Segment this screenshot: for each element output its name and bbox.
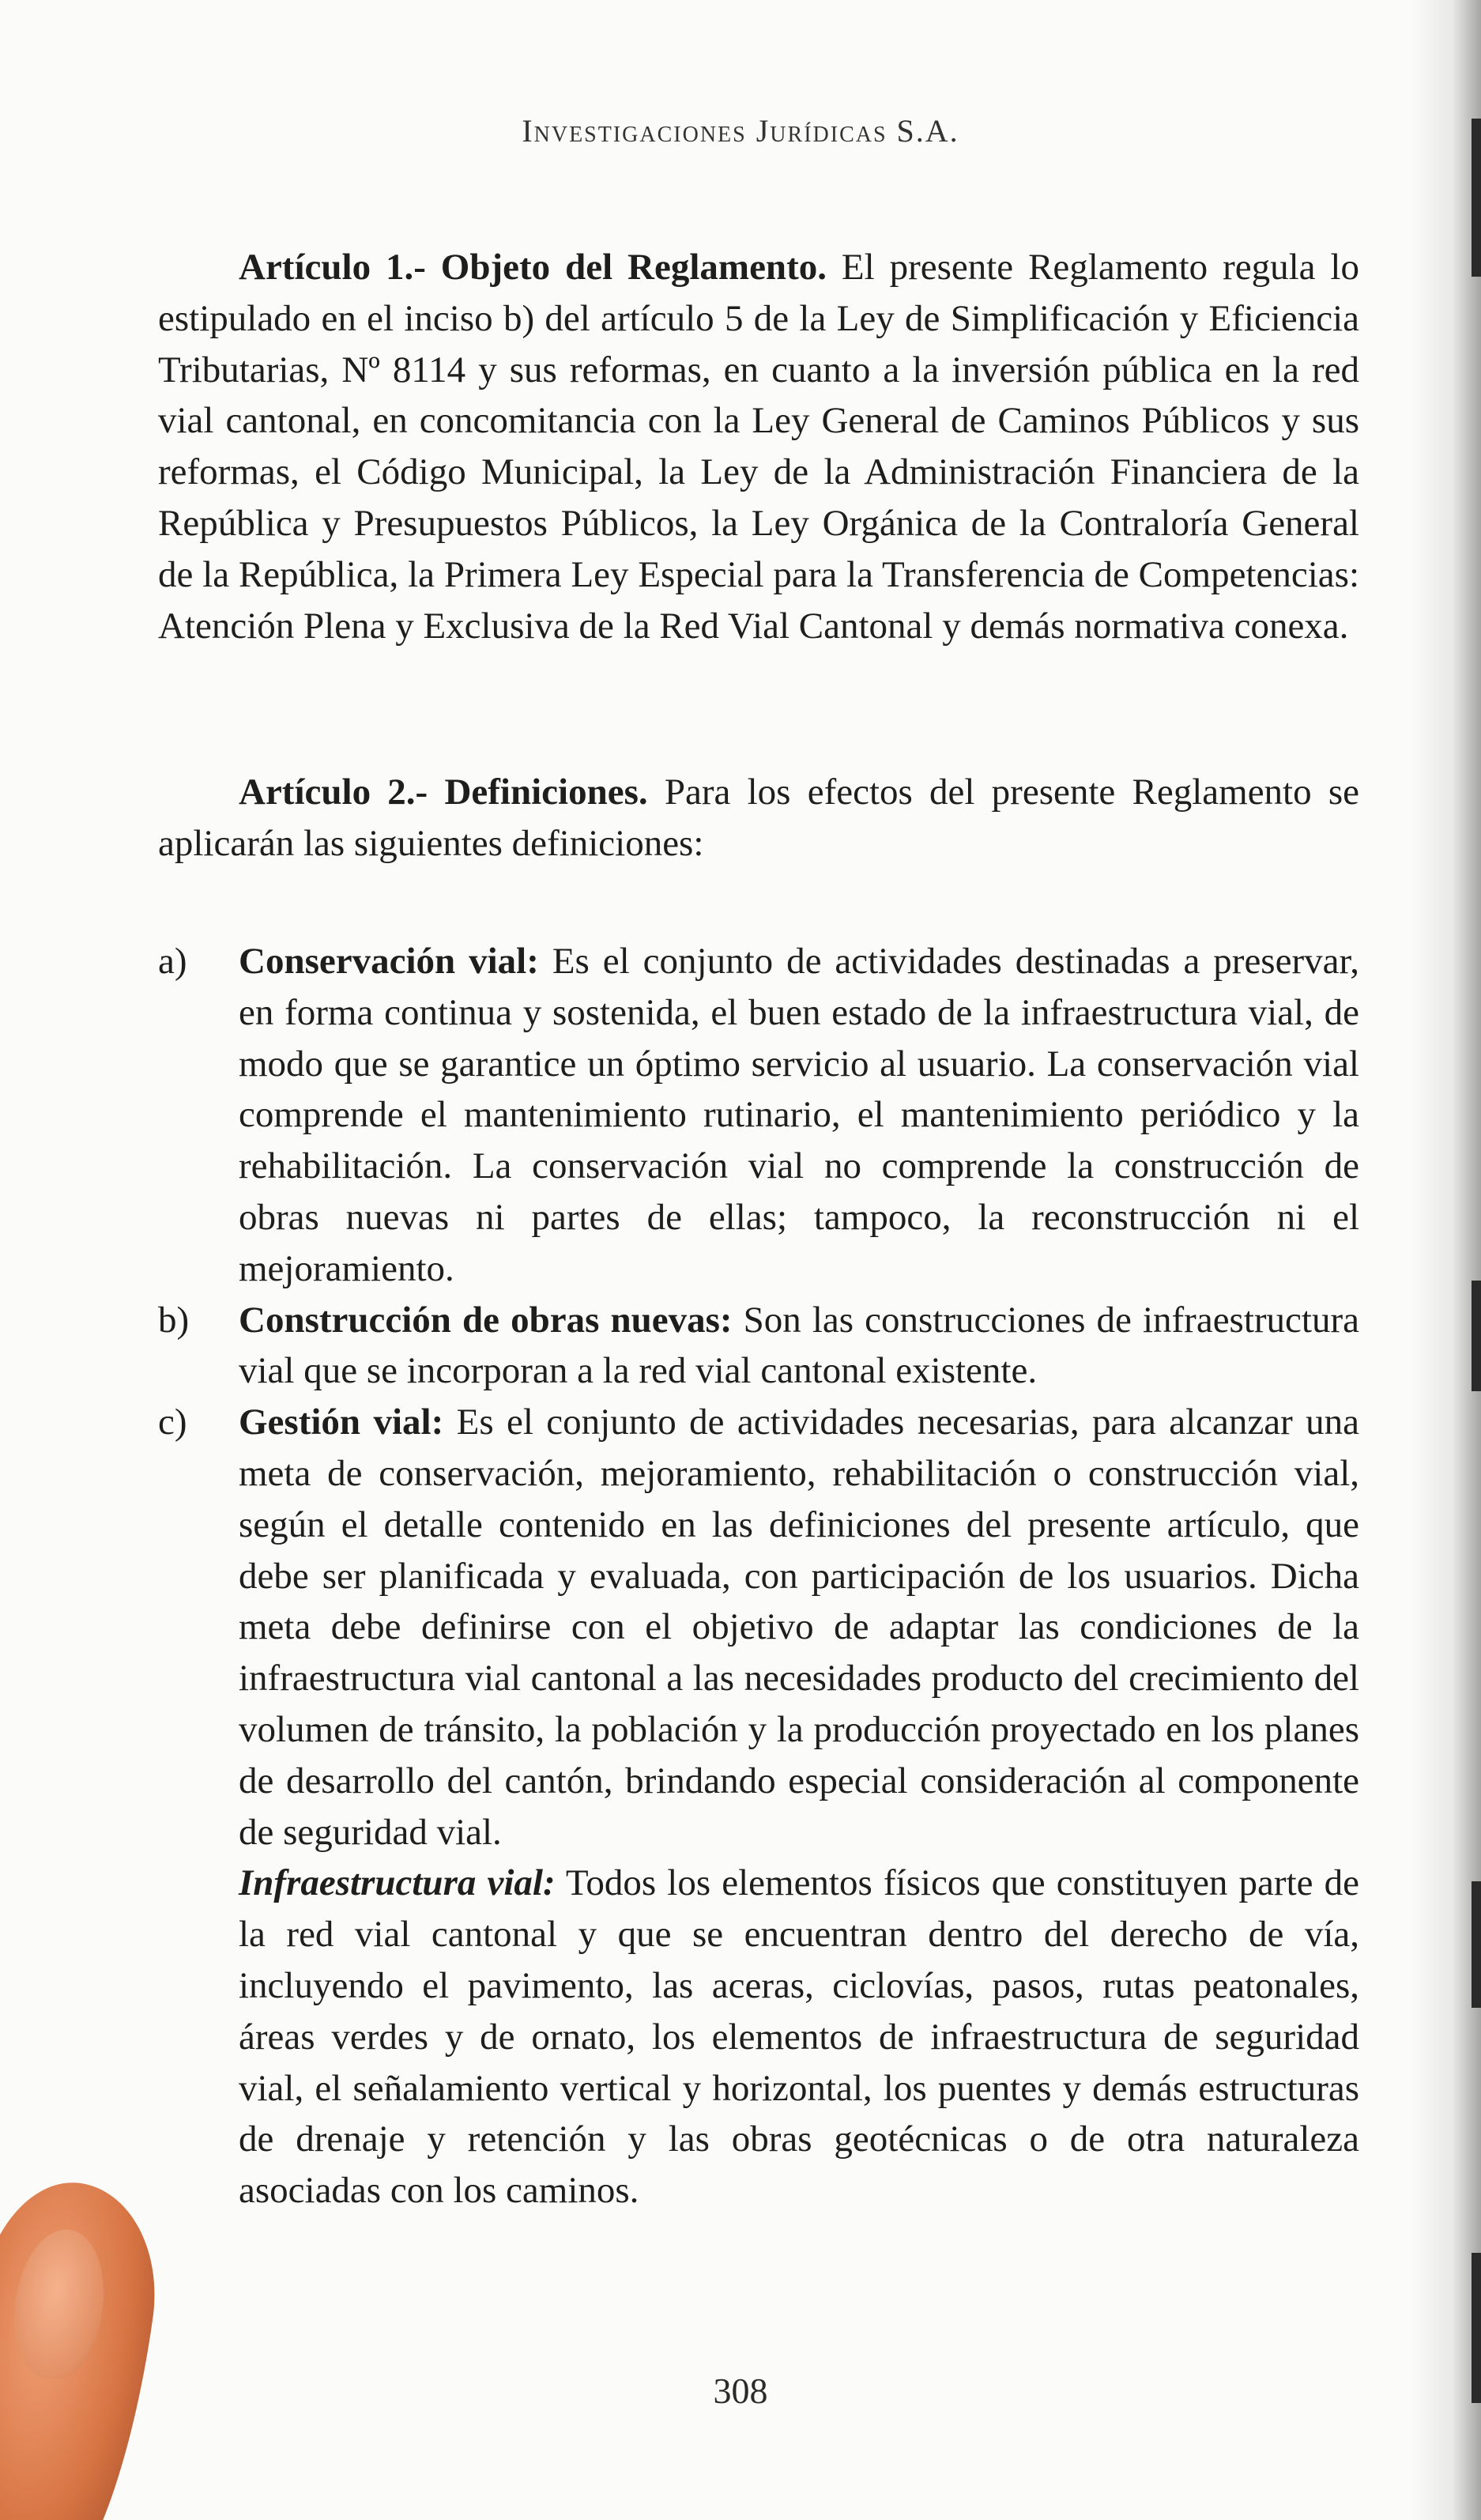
article-2-heading: Artículo 2.- Definiciones. [239,771,648,813]
article-1 [158,242,1359,651]
definition-text: Son las construcciones de infraestructura vial que se incorporan a la red vial cantonal existente. [239,1299,1359,1392]
article-2-body: Para los efectos del presente Reglamento se aplicarán las siguientes definiciones: [158,771,1360,864]
definition-term: Gestión vial: [239,1401,444,1443]
definition-text: Es el conjunto de actividades destinadas a preservar, en forma continua y sostenida, el buen estado de la infraestructura vial, de modo que se garantice un óptimo servicio al usuario. La conservación vial comprende el mantenimiento rutinario, el mantenimiento periódico y la rehabilitación. La conservación vial no comprende la construcción de obras nuevas ni partes de ellas; tampoco, la reconstrucción ni el mejoramiento. [239,941,1359,1289]
page-number: 308 [713,2371,768,2411]
definition-item [158,1295,1359,1398]
definition-subparagraph [158,1858,1359,2216]
definition-term-italic: Infraestructura vial: [239,1862,556,1904]
definition-term: Conservación vial: [239,941,539,982]
page-edge-mark [1472,1881,1481,2008]
article-2-paragraph [158,767,1359,870]
definition-text: Es el conjunto de actividades necesarias, para alcanzar una meta de conservación, mejoramiento, rehabilitación o construcción vial, según el detalle contenido en las definiciones del presente artículo, que debe ser planificada y evaluada, con participación de los usuarios. Dicha meta debe definirse con el objetivo de adaptar las condiciones de la infraestructura vial cantonal a las necesidades producto del crecimiento del volumen de tránsito, la población y la producción proyectado en los planes de desarrollo del cantón, brindando especial consideración al componente de seguridad vial. [239,1401,1359,1853]
definition-text: Todos los elementos físicos que constituyen parte de la red vial cantonal y que se encuentran dentro del derecho de vía, incluyendo el pavimento, las aceras, ciclovías, pasos, rutas peatonales, áreas verdes y de ornato, los elementos de infraestructura de seguridad vial, el señalamiento vertical y horizontal, los puentes y demás estructuras de drenaje y retención y las obras geotécnicas o de otra naturaleza asociadas con los caminos. [239,1862,1359,2212]
definition-letter: c) [158,1401,187,1443]
article-2 [158,767,1359,870]
article-1-body: El presente Reglamento regula lo estipulado en el inciso b) del artículo 5 de la Ley de Simplificación y Eficiencia Tributarias, Nº 8114 y sus reformas, en cuanto a la inversión pública en la red vial cantonal, en concomitancia con la Ley General de Caminos Públicos y sus reformas, el Código Municipal, la Ley de la Administración Financiera de la República y Presupuestos Públicos, la Ley Orgánica de la Contraloría General de la República, la Primera Ley Especial para la Transferencia de Competencias: Atención Plena y Exclusiva de la Red Vial Cantonal y demás normativa conexa. [158,247,1359,647]
definition-letter: a) [158,941,187,982]
running-header: Investigaciones Jurídicas S.A. [522,113,959,149]
definition-item [158,1397,1359,1858]
page-edge-shadow [1410,0,1481,2520]
article-1-paragraph [158,242,1359,651]
definition-letter: b) [158,1299,190,1341]
article-1-heading: Artículo 1.- Objeto del Reglamento. [239,247,827,288]
page-edge-mark [1472,1281,1481,1391]
definition-term: Construcción de obras nuevas: [239,1299,733,1341]
definition-item [158,936,1359,1295]
definitions-list [158,936,1359,2216]
